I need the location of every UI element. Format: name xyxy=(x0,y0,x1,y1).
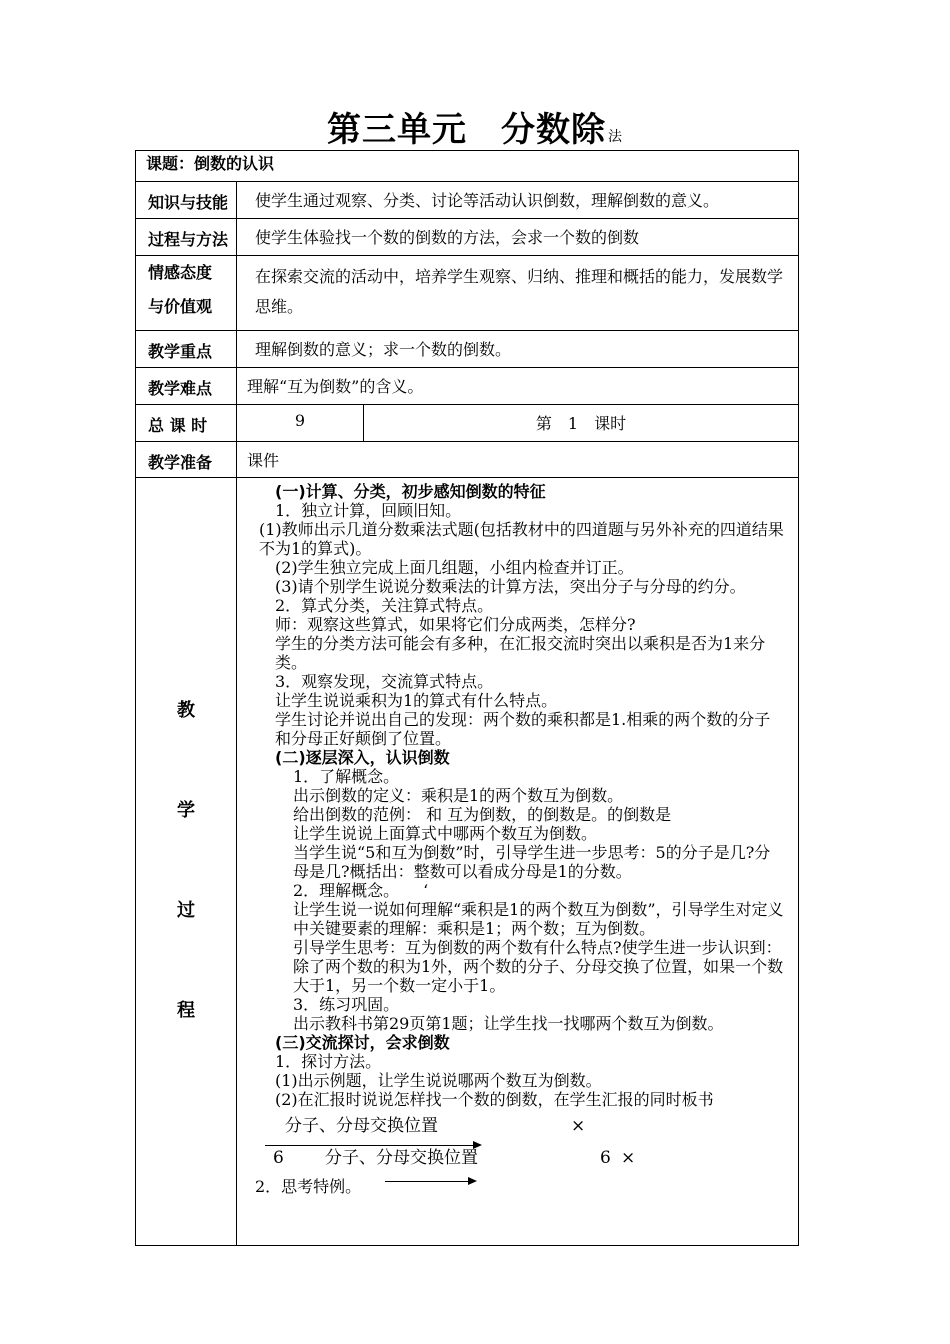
process-line: (1)教师出示几道分数乘法式题(包括教材中的四道题与另外补充的四道结果不为1的算式)。 xyxy=(259,520,784,558)
process-line: 2．算式分类，关注算式特点。 xyxy=(275,596,494,615)
label-key-point: 教学重点 xyxy=(136,331,237,368)
value-difficulty: 理解“互为倒数”的含义。 xyxy=(237,368,799,405)
process-line: 让学生说说乘积为1的算式有什么特点。 xyxy=(275,691,558,710)
section-heading: (一)计算、分类，初步感知倒数的特征 xyxy=(275,482,546,501)
section-heading: (三)交流探讨，会求倒数 xyxy=(275,1033,450,1052)
process-line: (2)在汇报时说说怎样找一个数的倒数，在学生汇报的同时板书 xyxy=(275,1090,714,1109)
page-title xyxy=(0,102,950,151)
process-line: 引导学生思考：互为倒数的两个数有什么特点?使学生进一步认识到：除了两个数的积为1外，两个数的分子、分母交换了位置，如果一个数大于1，另一个数一定小于1。 xyxy=(293,938,784,995)
value-attitude: 在探索交流的活动中，培养学生观察、归纳、推理和概括的能力，发展数学思维。 xyxy=(237,256,799,331)
value-total-hours: 9 xyxy=(237,405,364,442)
label-attitude xyxy=(136,256,237,331)
label-difficulty: 教学难点 xyxy=(136,368,237,405)
process-line: 1．探讨方法。 xyxy=(275,1052,382,1071)
process-label-char: 过 xyxy=(177,900,195,921)
process-label xyxy=(136,478,237,1246)
value-current-hour: 第 1 课时 xyxy=(364,405,799,442)
label-knowledge: 知识与技能 xyxy=(136,182,237,219)
process-line: 师：观察这些算式，如果将它们分成两类，怎样分? xyxy=(275,615,636,634)
process-lines xyxy=(255,482,786,1109)
process-line: 给出倒数的范例： 和 互为倒数，的倒数是。的倒数是 xyxy=(293,805,672,824)
section-heading: (二)逐层深入，认识倒数 xyxy=(275,748,450,767)
process-label-char: 教 xyxy=(177,700,195,721)
process-line: 让学生说说上面算式中哪两个数互为倒数。 xyxy=(293,824,598,843)
process-line: 2．理解概念。 ‘ xyxy=(293,881,429,900)
process-line: 3．观察发现，交流算式特点。 xyxy=(275,672,494,691)
times-mark: × xyxy=(621,1148,636,1168)
arrow-icon xyxy=(265,1145,480,1146)
label-prep: 教学准备 xyxy=(136,442,237,478)
process-line: 当学生说“5和互为倒数”时，引导学生进一步思考：5的分子是几?分母是几?概括出：整数可以看成分母是1的分数。 xyxy=(293,843,771,881)
value-key-point: 理解倒数的意义；求一个数的倒数。 xyxy=(237,331,799,368)
flow-num: 6 xyxy=(600,1148,611,1168)
flow-line-2 xyxy=(255,1149,786,1177)
process-label-char: 学 xyxy=(177,800,195,821)
process-line: 1．了解概念。 xyxy=(293,767,400,786)
process-line: 出示教科书第29页第1题；让学生找一找哪两个数互为倒数。 xyxy=(293,1014,724,1033)
flow-line-1 xyxy=(255,1109,786,1149)
process-content xyxy=(237,478,799,1246)
arrow-icon xyxy=(385,1181,475,1182)
process-line: 1．独立计算，回顾旧知。 xyxy=(275,501,462,520)
process-line: 学生的分类方法可能会有多种，在汇报交流时突出以乘积是否为1来分类。 xyxy=(275,634,766,672)
times-mark: × xyxy=(571,1116,586,1136)
value-process-method: 使学生体验找一个数的倒数的方法，会求一个数的倒数 xyxy=(237,219,799,256)
value-knowledge: 使学生通过观察、分类、讨论等活动认识倒数，理解倒数的意义。 xyxy=(237,182,799,219)
process-label-char: 程 xyxy=(177,1000,195,1021)
title-main2: 分数除 xyxy=(501,110,606,150)
course-title: 课题：倒数的认识 xyxy=(136,151,799,182)
value-prep: 课件 xyxy=(237,442,799,478)
flow-num: 6 xyxy=(273,1148,284,1168)
title-main: 第三单元 xyxy=(327,110,467,150)
process-line: (1)出示例题，让学生说说哪两个数互为倒数。 xyxy=(275,1071,602,1090)
label-total-hours: 总 课 时 xyxy=(136,405,237,442)
process-line: 学生讨论并说出自己的发现：两个数的乘积都是1.相乘的两个数的分子和分母正好颠倒了位置。 xyxy=(275,710,771,748)
process-line: (2)学生独立完成上面几组题，小组内检查并订正。 xyxy=(275,558,634,577)
process-line: 出示倒数的定义：乘积是1的两个数互为倒数。 xyxy=(293,786,624,805)
flow-text: 分子、分母交换位置 xyxy=(285,1116,438,1136)
process-line: (3)请个别学生说说分数乘法的计算方法，突出分子与分母的约分。 xyxy=(275,577,746,596)
label-process-method: 过程与方法 xyxy=(136,219,237,256)
title-suffix: 法 xyxy=(608,129,623,145)
last-line: 2．思考特例。 xyxy=(255,1177,362,1196)
flow-text: 分子、分母交换位置 xyxy=(325,1148,478,1168)
label-attitude-line2: 与价值观 xyxy=(148,297,213,316)
process-line: 3．练习巩固。 xyxy=(293,995,400,1014)
label-attitude-line1: 情感态度 xyxy=(148,263,213,282)
process-line: 让学生说一说如何理解“乘积是1的两个数互为倒数”，引导学生对定义中关键要素的理解：乘积是1；两个数；互为倒数。 xyxy=(293,900,784,938)
lesson-plan-table xyxy=(135,150,799,1246)
